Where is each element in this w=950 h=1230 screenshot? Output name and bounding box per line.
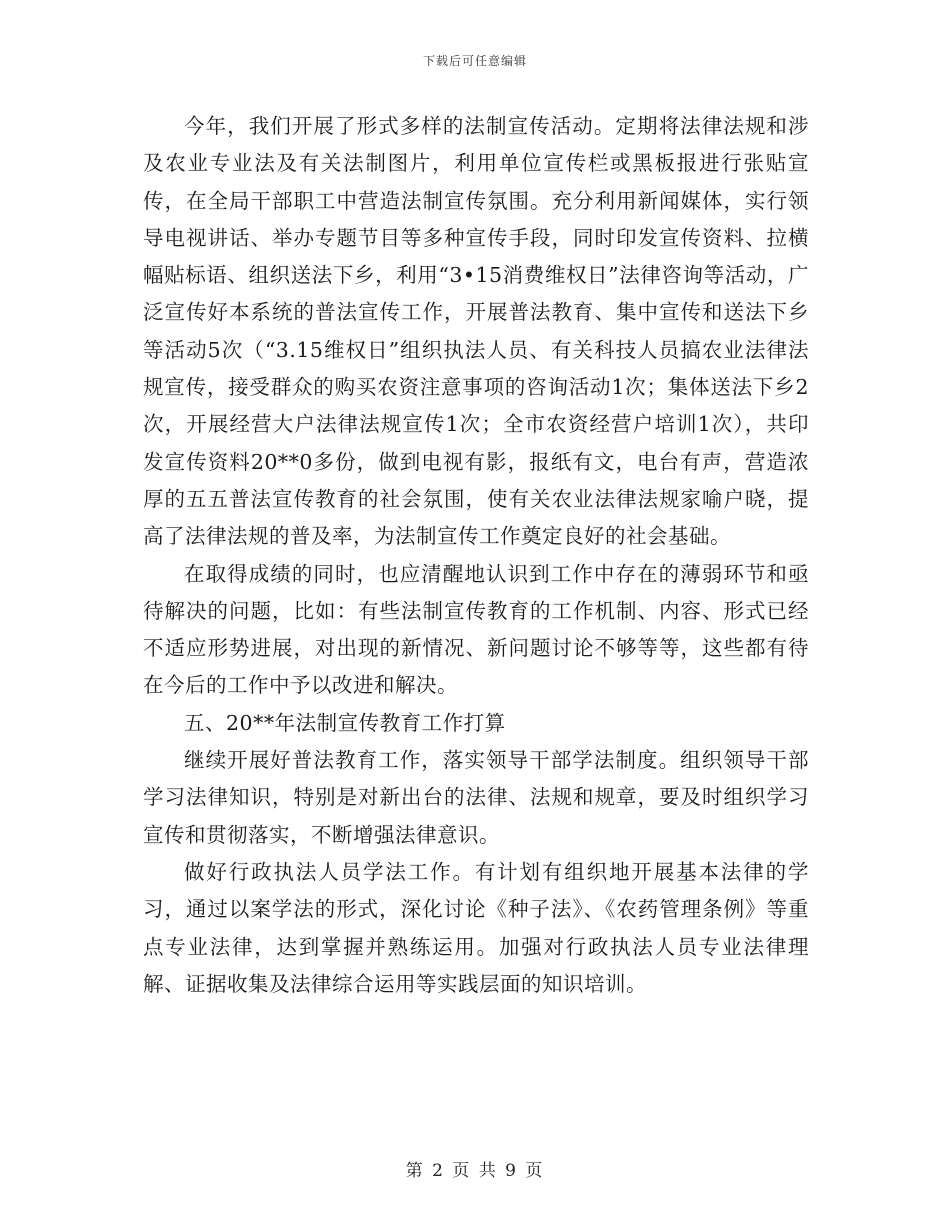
page-number-footer: 第 2 页 共 9 页 xyxy=(405,1161,545,1181)
paragraph-legal-education: 继续开展好普法教育工作，落实领导干部学法制度。组织领导干部学习法律知识，特别是对新出台的法律、法规和规章，要及时组织学习宣传和贯彻落实，不断增强法律意识。 xyxy=(143,748,809,847)
paragraph-publicity-activities: 今年，我们开展了形式多样的法制宣传活动。定期将法律法规和涉及农业专业法及有关法制图片，利用单位宣传栏或黑板报进行张贴宣传，在全局干部职工中营造法制宣传氛围。充分利用新闻媒体，实行领导电视讲话、举办专题节目等多种宣传手段，同时印发宣传资料、拉横幅贴标语、组织送法下乡，利用“3•15消费维权日”法律咨询等活动，广泛宣传好本系统的普法宣传工作，开展普法教育、集中宣传和送法下乡等活动5次（“3.15维权日”组织执法人员、有关科技人员搞农业法律法规宣传，接受群众的购买农资注意事项的咨询活动1次；集体送法下乡2次，开展经营大户法律法规宣传1次；全市农资经营户培训1次），共印发宣传资料20**0多份，做到电视有影，报纸有文，电台有声，营造浓厚的五五普法宣传教育的社会氛围，使有关农业法律法规家喻户晓，提高了法律法规的普及率，为法制宣传工作奠定良好的社会基础。 xyxy=(143,114,809,549)
paragraph-shortcomings: 在取得成绩的同时，也应清醒地认识到工作中存在的薄弱环节和亟待解决的问题，比如：有些法制宣传教育的工作机制、内容、形式已经不适应形势进展，对出现的新情况、新问题讨论不够等等，这些都有待在今后的工作中予以改进和解决。 xyxy=(143,561,809,698)
page-header-note: 下载后可任意编辑 xyxy=(422,54,527,68)
paragraph-enforcement-training: 做好行政执法人员学法工作。有计划有组织地开展基本法律的学习，通过以案学法的形式，深化讨论《种子法》、《农药管理条例》等重点专业法律，达到掌握并熟练运用。加强对行政执法人员专业法律理解、证据收集及法律综合运用等实践层面的知识培训。 xyxy=(143,859,809,996)
document-body xyxy=(143,108,809,1003)
section-heading-work-plan: 五、20**年法制宣传教育工作打算 xyxy=(184,710,506,735)
